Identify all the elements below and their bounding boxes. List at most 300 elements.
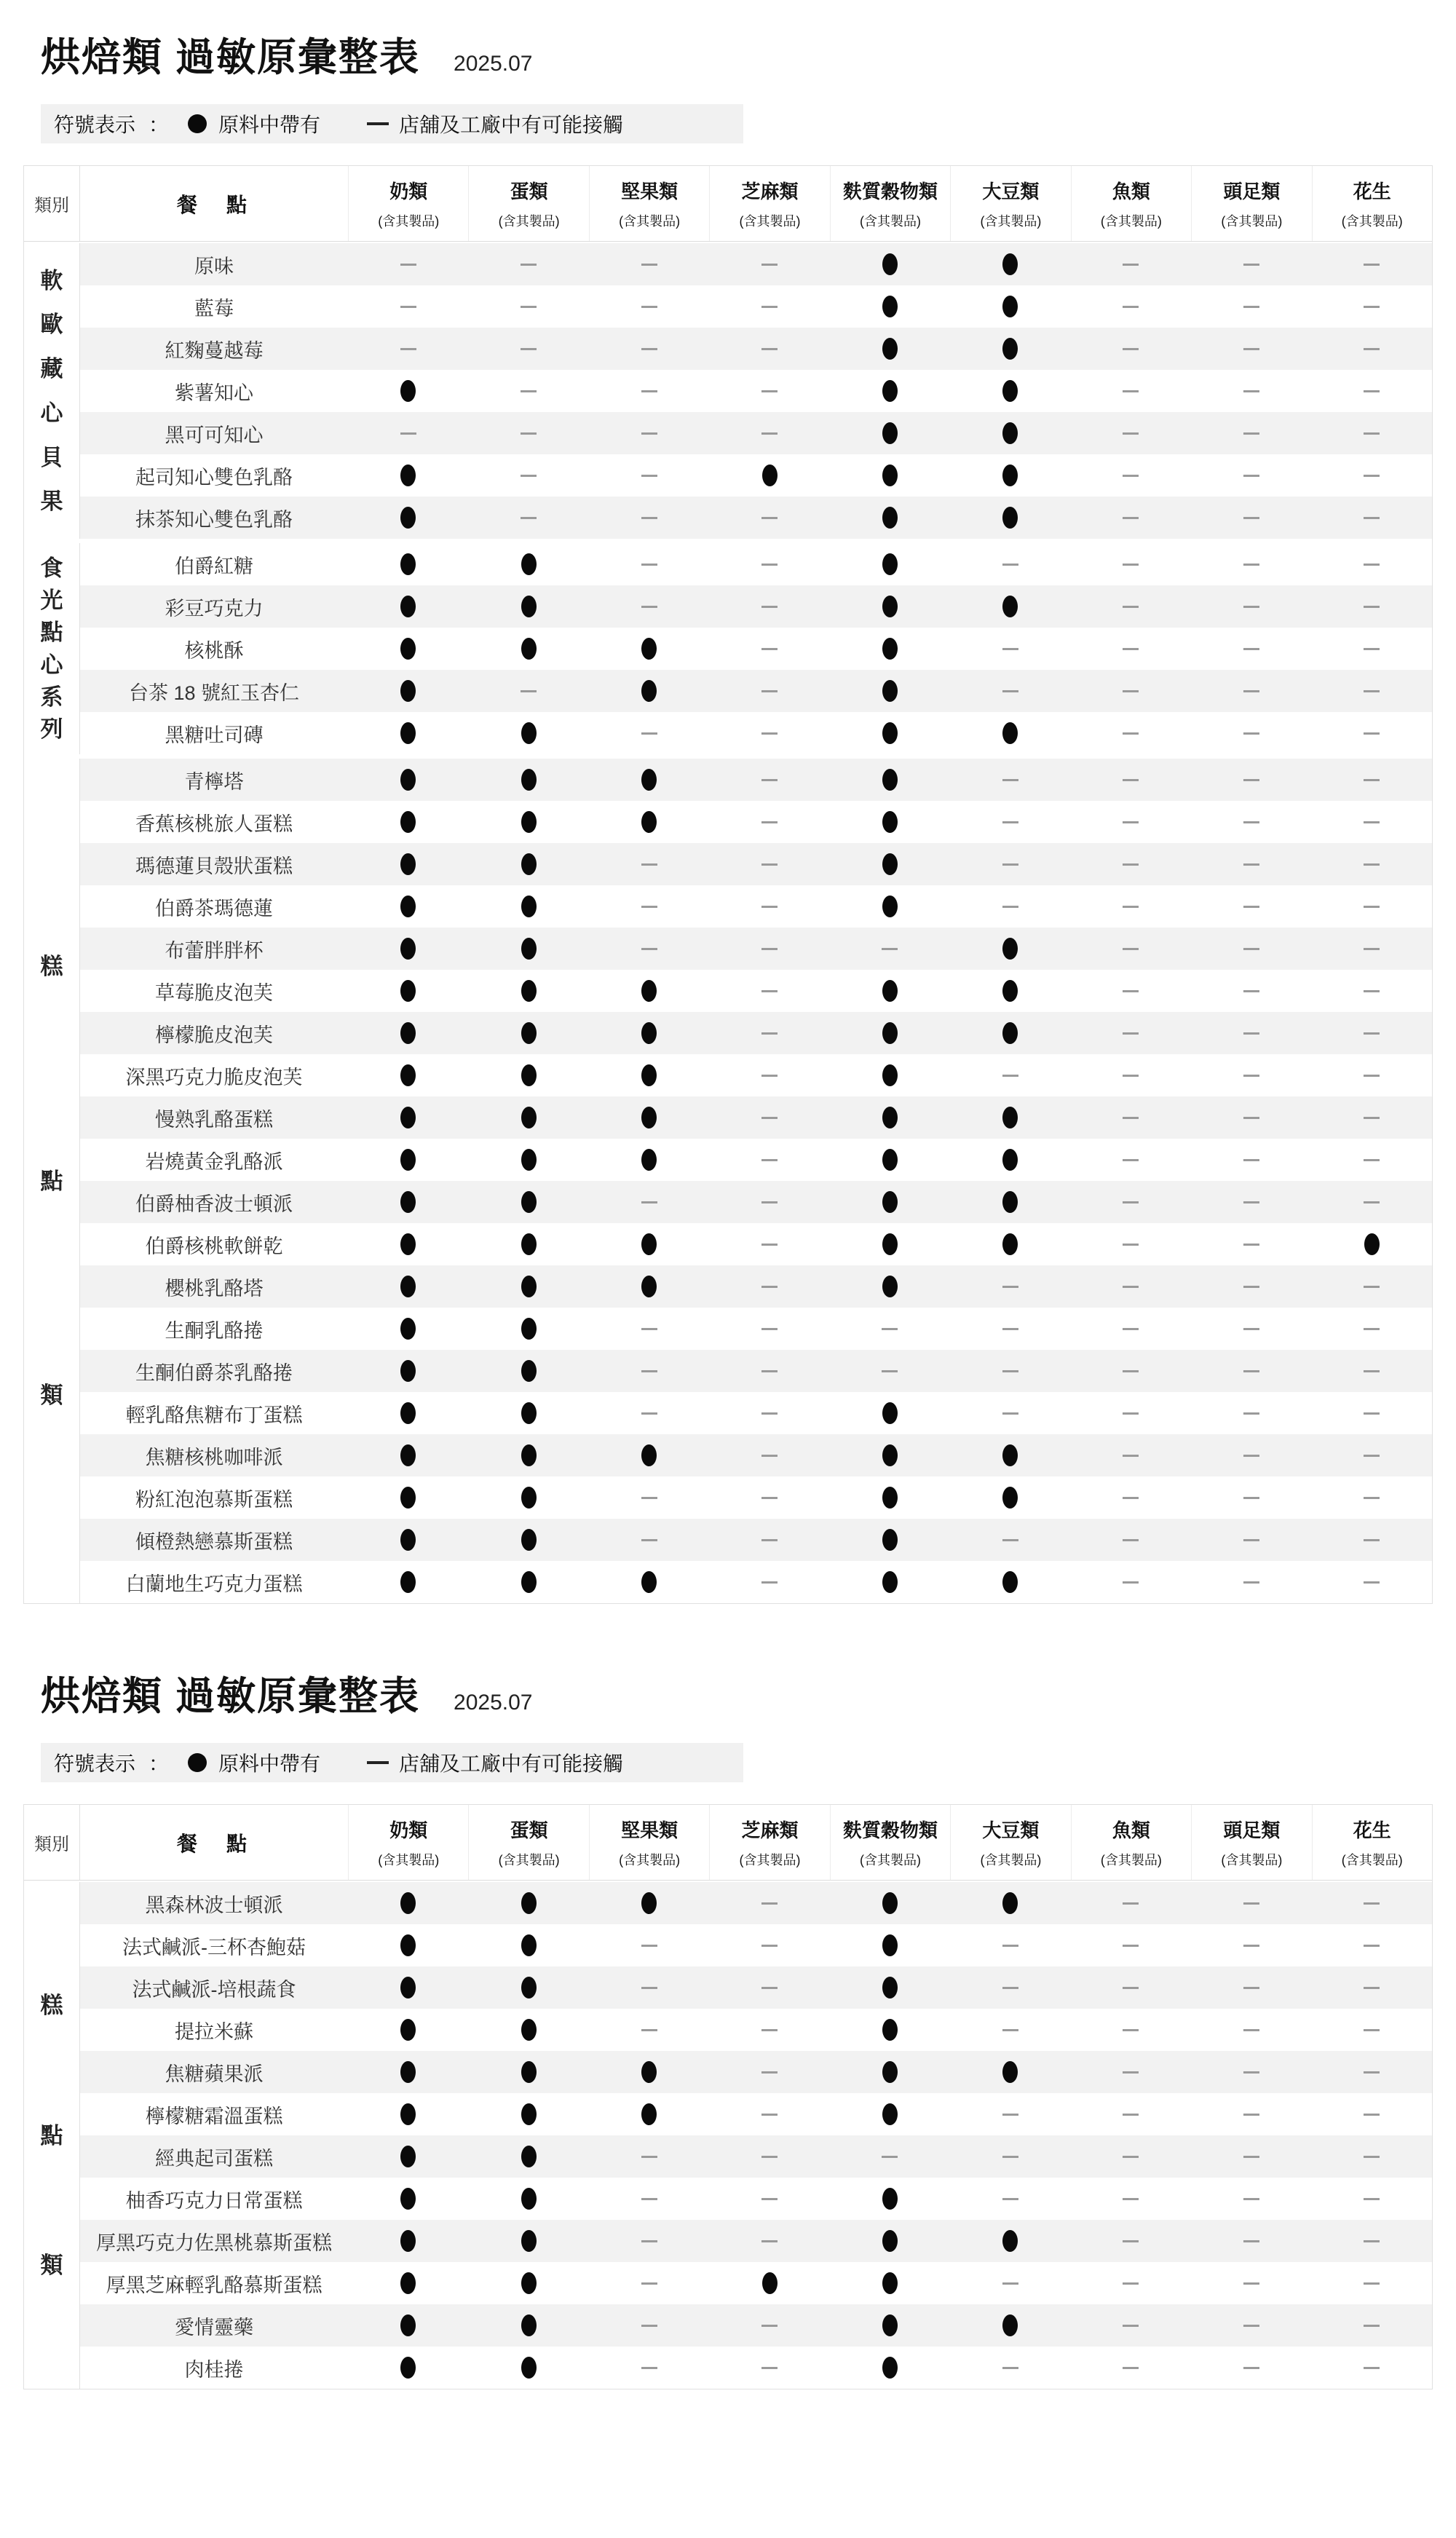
dash-icon — [1002, 2367, 1018, 2369]
contains-mark-cell — [348, 1966, 468, 2009]
contact-mark-cell — [1191, 1181, 1311, 1223]
table-body — [24, 242, 1432, 1603]
category-cell — [24, 243, 80, 539]
contact-mark-cell — [1312, 712, 1432, 754]
filled-dot-icon — [1002, 253, 1018, 275]
dash-icon — [641, 1945, 657, 1947]
contact-mark-cell — [1312, 801, 1432, 843]
table-row — [80, 1223, 1432, 1265]
filled-dot-icon — [521, 853, 537, 875]
category-label-char: 點 — [40, 2122, 63, 2148]
contact-mark-cell — [709, 1882, 829, 1924]
filled-dot-icon — [882, 507, 898, 529]
allergen-column-header — [1071, 1805, 1191, 1880]
contains-mark-cell — [830, 1924, 950, 1966]
contains-mark-cell — [830, 1434, 950, 1476]
contact-mark-cell — [1191, 2220, 1311, 2262]
contains-mark-cell — [830, 585, 950, 628]
allergen-name: 芝麻類 — [741, 1819, 799, 1841]
contact-mark-cell — [830, 1350, 950, 1392]
filled-dot-icon — [400, 1276, 416, 1297]
contact-mark-cell — [950, 2093, 1070, 2135]
filled-dot-icon — [400, 1892, 416, 1914]
allergen-subnote: (含其製品) — [859, 1853, 921, 1867]
category-label-char: 糕 — [40, 1992, 63, 2018]
section-rows — [80, 243, 1432, 539]
allergen-subnote: (含其製品) — [1341, 214, 1403, 229]
dash-icon — [1364, 2282, 1380, 2285]
table-row — [80, 801, 1432, 843]
category-label-char: 點 — [40, 1168, 63, 1194]
contact-mark-cell — [1071, 1139, 1191, 1181]
dash-icon — [1364, 2071, 1380, 2074]
contact-mark-cell — [1071, 2178, 1191, 2220]
contact-mark-cell — [830, 1308, 950, 1350]
dash-icon — [761, 1286, 778, 1288]
item-name-cell: 焦糖蘋果派 — [165, 2063, 264, 2085]
contains-mark-cell — [348, 885, 468, 928]
dash-icon — [761, 1455, 778, 1457]
table-row — [80, 670, 1432, 712]
filled-dot-icon — [521, 1318, 537, 1340]
contact-mark-cell — [950, 759, 1070, 801]
dash-icon — [1243, 2071, 1259, 2074]
contact-mark-cell — [589, 2135, 709, 2178]
filled-dot-icon — [400, 1064, 416, 1086]
contact-mark-cell — [1191, 2135, 1311, 2178]
dash-icon — [1123, 564, 1139, 566]
contains-mark-cell — [950, 412, 1070, 454]
contains-mark-cell — [950, 454, 1070, 497]
item-name-cell: 輕乳酪焦糖布丁蛋糕 — [125, 1404, 303, 1426]
contains-mark-cell — [589, 1265, 709, 1308]
dash-icon — [1364, 1117, 1380, 1119]
filled-dot-icon — [882, 338, 898, 360]
contains-mark-cell — [468, 843, 588, 885]
contains-mark-cell — [468, 928, 588, 970]
filled-dot-icon — [1002, 1022, 1018, 1044]
item-name-cell: 櫻桃乳酪塔 — [165, 1277, 264, 1300]
dash-icon — [1243, 1117, 1259, 1119]
filled-dot-icon — [521, 2103, 537, 2125]
category-label-char: 心 — [40, 652, 63, 678]
filled-dot-icon — [521, 2019, 537, 2041]
contact-mark-cell — [1312, 1139, 1432, 1181]
table-row — [80, 1181, 1432, 1223]
filled-dot-icon — [400, 2230, 416, 2252]
contact-mark-cell — [709, 759, 829, 801]
contact-mark-cell — [1191, 1966, 1311, 2009]
dash-icon — [1243, 732, 1259, 735]
dash-icon — [1364, 1201, 1380, 1203]
contains-mark-cell — [468, 2304, 588, 2347]
contact-mark-cell — [950, 1265, 1070, 1308]
contains-mark-cell — [830, 412, 950, 454]
contact-mark-cell — [1071, 1434, 1191, 1476]
contact-mark-cell — [709, 670, 829, 712]
contains-mark-cell — [589, 970, 709, 1012]
table-row — [80, 928, 1432, 970]
contact-mark-cell — [1312, 1966, 1432, 2009]
dash-icon — [1364, 2367, 1380, 2369]
contains-mark-cell — [468, 628, 588, 670]
contact-mark-cell — [1191, 759, 1311, 801]
dash-icon — [761, 1201, 778, 1203]
dash-icon — [761, 863, 778, 866]
contact-mark-cell — [589, 1181, 709, 1223]
contact-mark-cell — [589, 1924, 709, 1966]
contains-mark-cell — [468, 1476, 588, 1519]
dash-icon — [1243, 948, 1259, 950]
table-row — [80, 1924, 1432, 1966]
dash-icon — [1123, 1370, 1139, 1372]
contains-mark-cell — [950, 2304, 1070, 2347]
allergen-subnote: (含其製品) — [1221, 1853, 1283, 1867]
contact-mark-cell — [1312, 543, 1432, 585]
dash-icon — [1364, 732, 1380, 735]
contains-mark-cell — [468, 759, 588, 801]
dash-icon — [1243, 648, 1259, 650]
contains-mark-cell — [468, 1181, 588, 1223]
filled-dot-icon — [882, 2357, 898, 2379]
dash-icon — [1243, 1201, 1259, 1203]
dash-icon — [761, 1075, 778, 1077]
contact-mark-cell — [1191, 2051, 1311, 2093]
allergen-column-header — [830, 1805, 950, 1880]
contact-mark-cell — [1191, 370, 1311, 412]
dash-icon — [761, 1581, 778, 1584]
date-label: 2025.07 — [454, 1691, 533, 1715]
contains-mark-cell — [830, 1476, 950, 1519]
dash-icon — [1364, 1159, 1380, 1161]
dash-icon — [1364, 648, 1380, 650]
dash-icon — [1123, 264, 1139, 266]
contains-mark-cell — [348, 1054, 468, 1096]
allergen-name: 大豆類 — [982, 1819, 1040, 1841]
contact-mark-cell — [709, 1308, 829, 1350]
dash-icon — [1002, 1328, 1018, 1330]
dash-icon — [1243, 2156, 1259, 2158]
dash-icon — [641, 2325, 657, 2327]
dash-icon — [1123, 863, 1139, 866]
dash-icon — [1002, 2114, 1018, 2116]
contact-mark-cell — [709, 243, 829, 285]
contains-mark-cell — [468, 1223, 588, 1265]
table-row — [80, 243, 1432, 285]
filled-dot-icon — [1364, 1233, 1380, 1255]
contains-mark-cell — [468, 1054, 588, 1096]
legend-dot-label: 原料中帶有 — [218, 114, 321, 136]
dash-icon — [1123, 2198, 1139, 2200]
filled-dot-icon — [1002, 1892, 1018, 1914]
contains-mark-cell — [830, 1012, 950, 1054]
contains-mark-cell — [348, 843, 468, 885]
contact-mark-cell — [1071, 843, 1191, 885]
contains-mark-cell — [830, 2220, 950, 2262]
filled-dot-icon — [521, 1149, 537, 1171]
contact-mark-cell — [1312, 1350, 1432, 1392]
table-row — [80, 2347, 1432, 2389]
contains-mark-cell — [830, 328, 950, 370]
contains-mark-cell — [348, 1476, 468, 1519]
table-row — [80, 843, 1432, 885]
dash-icon — [641, 1497, 657, 1499]
dash-icon — [761, 564, 778, 566]
contact-mark-cell — [1191, 1924, 1311, 1966]
item-name-cell: 黑可可知心 — [165, 424, 264, 446]
contains-mark-cell — [468, 1966, 588, 2009]
contact-mark-cell — [468, 370, 588, 412]
dash-icon — [1123, 1244, 1139, 1246]
filled-dot-icon — [1002, 1149, 1018, 1171]
dash-icon — [1243, 1286, 1259, 1288]
filled-dot-icon — [400, 2188, 416, 2210]
dash-icon — [882, 1328, 898, 1330]
filled-dot-icon — [882, 1444, 898, 1466]
dash-icon — [1123, 1539, 1139, 1541]
dash-icon — [1364, 1902, 1380, 1905]
dash-icon — [761, 821, 778, 823]
dash-icon — [761, 779, 778, 781]
contact-mark-cell — [1071, 1561, 1191, 1603]
item-name-cell: 彩豆巧克力 — [165, 597, 264, 620]
contact-mark-cell — [1071, 2304, 1191, 2347]
item-name-cell: 經典起司蛋糕 — [155, 2147, 273, 2170]
dash-icon — [1123, 517, 1139, 519]
contact-mark-cell — [1191, 2178, 1311, 2220]
table-row — [80, 1054, 1432, 1096]
contact-mark-cell — [1191, 843, 1311, 885]
contact-mark-cell — [468, 497, 588, 539]
contains-mark-cell — [348, 454, 468, 497]
contact-mark-cell — [1071, 370, 1191, 412]
item-column-header: 餐 點 — [176, 193, 251, 216]
contact-mark-cell — [1312, 243, 1432, 285]
contact-mark-cell — [1071, 885, 1191, 928]
table-row — [80, 285, 1432, 328]
table-row — [80, 1139, 1432, 1181]
dash-icon — [1002, 1945, 1018, 1947]
title-row — [41, 26, 1433, 82]
dash-icon — [761, 306, 778, 308]
dash-icon — [761, 1328, 778, 1330]
contact-mark-cell — [468, 412, 588, 454]
contact-mark-cell — [1071, 2009, 1191, 2051]
dash-icon — [1123, 432, 1139, 435]
dash-icon — [1123, 2114, 1139, 2116]
legend-colon: ： — [149, 1752, 170, 1775]
dash-icon — [1123, 1581, 1139, 1584]
allergen-subnote: (含其製品) — [378, 214, 440, 229]
legend-dot-label: 原料中帶有 — [218, 1752, 321, 1775]
contact-mark-cell — [1071, 670, 1191, 712]
dash-icon — [1002, 906, 1018, 908]
dash-icon — [761, 390, 778, 392]
dash-icon — [1243, 390, 1259, 392]
dash-icon — [761, 348, 778, 350]
contact-mark-cell — [950, 1054, 1070, 1096]
contact-mark-cell — [950, 628, 1070, 670]
contains-mark-cell — [950, 712, 1070, 754]
dash-icon — [521, 475, 537, 477]
contact-mark-cell — [1312, 328, 1432, 370]
contains-mark-cell — [830, 885, 950, 928]
allergen-table — [23, 165, 1433, 1604]
dash-icon — [641, 606, 657, 608]
filled-dot-icon — [1002, 1107, 1018, 1128]
dash-icon — [641, 1201, 657, 1203]
contains-mark-cell — [830, 2262, 950, 2304]
dash-icon — [641, 564, 657, 566]
contact-mark-cell — [1071, 412, 1191, 454]
contact-mark-cell — [950, 843, 1070, 885]
contact-mark-cell — [1191, 1054, 1311, 1096]
dash-icon — [641, 2282, 657, 2285]
section-rows — [80, 543, 1432, 754]
item-name-cell: 肉桂捲 — [184, 2358, 244, 2381]
allergen-name: 蛋類 — [510, 1819, 548, 1841]
section-rows — [80, 1882, 1432, 2389]
allergen-subnote: (含其製品) — [859, 214, 921, 229]
item-name-cell: 香蕉核桃旅人蛋糕 — [135, 813, 293, 835]
contains-mark-cell — [348, 670, 468, 712]
dash-icon — [641, 2367, 657, 2369]
table-row — [80, 585, 1432, 628]
contact-mark-cell — [1071, 497, 1191, 539]
item-name-cell: 黑糖吐司磚 — [165, 724, 264, 746]
filled-dot-icon — [400, 980, 416, 1002]
contact-mark-cell — [1071, 1308, 1191, 1350]
filled-dot-icon — [400, 2357, 416, 2379]
allergen-column-header — [468, 1805, 588, 1880]
legend-bar — [41, 104, 743, 143]
dash-icon — [1123, 2029, 1139, 2031]
item-name-cell: 瑪德蓮貝殼狀蛋糕 — [135, 855, 293, 877]
contains-mark-cell — [348, 2347, 468, 2389]
item-name-cell: 慢熟乳酪蛋糕 — [155, 1108, 273, 1131]
item-name-cell: 提拉米蘇 — [175, 2020, 253, 2043]
dash-icon — [1364, 1497, 1380, 1499]
allergen-column-header — [709, 1805, 829, 1880]
contains-mark-cell — [589, 1223, 709, 1265]
category-label-char: 點 — [40, 620, 63, 646]
item-name-cell: 伯爵茶瑪德蓮 — [155, 897, 273, 920]
filled-dot-icon — [1002, 2230, 1018, 2252]
contact-mark-cell — [348, 412, 468, 454]
contact-mark-cell — [1071, 1924, 1191, 1966]
dash-icon — [761, 948, 778, 950]
filled-dot-icon — [1002, 1487, 1018, 1509]
filled-dot-icon — [882, 1977, 898, 1999]
dash-icon — [1364, 1328, 1380, 1330]
contains-mark-cell — [348, 1924, 468, 1966]
contact-mark-cell — [1191, 670, 1311, 712]
contains-mark-cell — [830, 370, 950, 412]
dash-icon — [1123, 732, 1139, 735]
contact-mark-cell — [1312, 454, 1432, 497]
allergen-name: 蛋類 — [510, 181, 548, 202]
category-cell — [24, 543, 80, 754]
contact-mark-cell — [709, 1966, 829, 2009]
filled-dot-icon — [882, 2314, 898, 2336]
legend-prefix: 符號表示 — [54, 1752, 136, 1775]
dash-icon — [1364, 990, 1380, 992]
dash-icon — [1243, 1244, 1259, 1246]
contact-mark-cell — [709, 285, 829, 328]
table-header-row — [24, 166, 1432, 242]
filled-dot-icon — [521, 2357, 537, 2379]
filled-dot-icon — [641, 1444, 657, 1466]
dash-icon — [1123, 348, 1139, 350]
contact-mark-cell — [1312, 670, 1432, 712]
contact-mark-cell — [589, 497, 709, 539]
contact-mark-cell — [1191, 2262, 1311, 2304]
contains-mark-cell — [830, 1054, 950, 1096]
contact-mark-cell — [1071, 1054, 1191, 1096]
category-label-char: 心 — [40, 400, 63, 426]
filled-dot-icon — [521, 2061, 537, 2083]
dash-icon — [761, 2367, 778, 2369]
contact-mark-cell — [589, 2347, 709, 2389]
contact-mark-cell — [709, 2051, 829, 2093]
allergen-column-header — [348, 166, 468, 241]
filled-dot-icon — [400, 938, 416, 960]
dash-icon — [761, 1159, 778, 1161]
filled-dot-icon — [521, 938, 537, 960]
filled-dot-icon — [762, 464, 778, 486]
table-row — [80, 885, 1432, 928]
dash-icon — [1243, 306, 1259, 308]
filled-dot-icon — [400, 722, 416, 744]
dash-icon — [1123, 1032, 1139, 1035]
filled-dot-icon — [882, 853, 898, 875]
contact-mark-cell — [950, 2135, 1070, 2178]
item-name-cell: 岩燒黃金乳酪派 — [145, 1150, 283, 1173]
contact-mark-cell — [1312, 1561, 1432, 1603]
contact-mark-cell — [830, 928, 950, 970]
dash-icon — [1243, 264, 1259, 266]
dash-icon — [367, 1761, 389, 1764]
contact-mark-cell — [709, 1096, 829, 1139]
item-name-cell: 厚黑芝麻輕乳酪慕斯蛋糕 — [106, 2274, 323, 2296]
contact-mark-cell — [1312, 885, 1432, 928]
item-name-cell: 藍莓 — [194, 297, 234, 320]
contains-mark-cell — [589, 670, 709, 712]
allergen-subnote: (含其製品) — [1221, 214, 1283, 229]
contains-mark-cell — [950, 1476, 1070, 1519]
allergen-column-header — [1071, 166, 1191, 241]
filled-dot-icon — [400, 1487, 416, 1509]
contains-mark-cell — [830, 801, 950, 843]
contains-mark-cell — [830, 1096, 950, 1139]
filled-dot-icon — [1002, 464, 1018, 486]
allergen-name: 大豆類 — [982, 181, 1040, 202]
dash-icon — [1002, 779, 1018, 781]
dash-icon — [641, 1328, 657, 1330]
dash-icon — [1364, 432, 1380, 435]
dash-icon — [521, 348, 537, 350]
contact-mark-cell — [1191, 712, 1311, 754]
dash-icon — [1002, 690, 1018, 692]
contact-mark-cell — [950, 1308, 1070, 1350]
dash-icon — [1243, 348, 1259, 350]
dash-icon — [1364, 348, 1380, 350]
allergen-subnote: (含其製品) — [498, 1853, 560, 1867]
dash-icon — [1002, 1370, 1018, 1372]
contains-mark-cell — [830, 2009, 950, 2051]
contact-mark-cell — [589, 1392, 709, 1434]
contains-mark-cell — [830, 2304, 950, 2347]
